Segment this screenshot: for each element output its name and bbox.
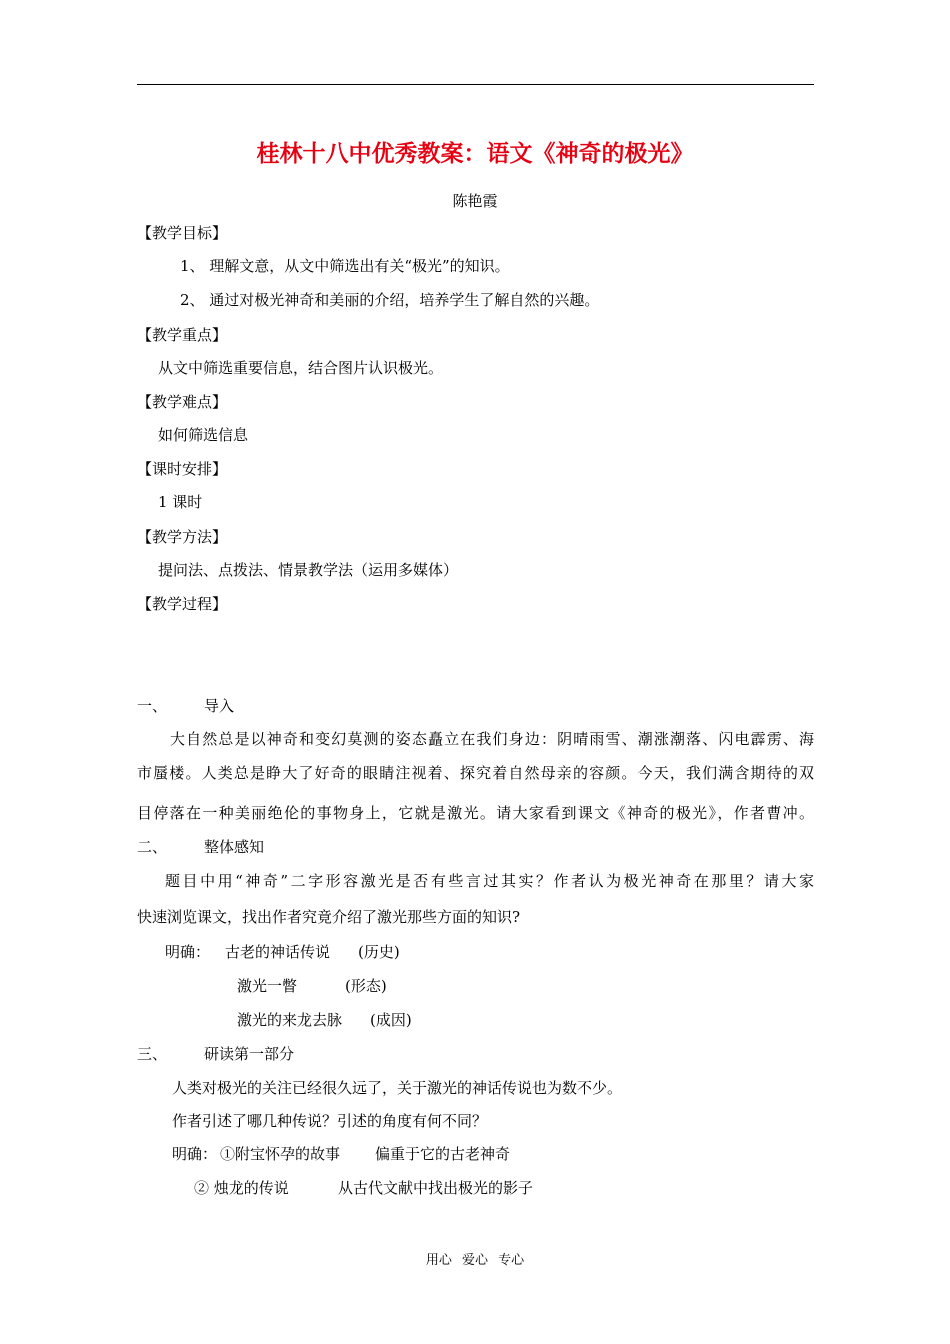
page-footer: 用心 爱心 专心 <box>425 1253 525 1268</box>
section-2-answer-3: 激光的来龙去脉 <box>237 1011 343 1029</box>
section-2-answer-label: 明确： <box>165 943 211 961</box>
goal-item-1: 1、 理解文意，从文中筛选出有关“极光”的知识。 <box>180 257 510 275</box>
section-3-paragraph-line-1: 人类对极光的关注已经很久远了，关于激光的神话传说也为数不少。 <box>172 1079 623 1097</box>
section-3-answer-1-note: 偏重于它的古老神奇 <box>375 1145 511 1163</box>
section-2-paragraph-line-1: 题目中用“神奇”二字形容激光是否有些言过其实？作者认为极光神奇在那里？请大家 <box>165 872 814 890</box>
section-2-answer-3-note: (成因) <box>370 1011 412 1029</box>
section-3-answer-label: 明确： <box>172 1145 218 1163</box>
method-text: 提问法、点拨法、情景教学法（运用多媒体） <box>158 561 459 579</box>
section-3-paragraph-line-2: 作者引述了哪几种传说？引述的角度有何不同？ <box>172 1112 488 1130</box>
section-1-paragraph-line-1: 大自然总是以神奇和变幻莫测的姿态矗立在我们身边：阴晴雨雪、潮涨潮落、闪电霹雳、海 <box>170 730 814 748</box>
section-3-answer-1: ①附宝怀孕的故事 <box>220 1145 341 1163</box>
difficulty-text: 如何筛选信息 <box>158 426 249 444</box>
section-2-title: 整体感知 <box>204 838 265 856</box>
process-heading: 【教学过程】 <box>137 595 228 613</box>
goal-heading: 【教学目标】 <box>137 224 228 242</box>
method-heading: 【教学方法】 <box>137 528 228 546</box>
section-1-number: 一、 <box>137 697 168 715</box>
section-2-number: 二、 <box>137 838 168 856</box>
difficulty-heading: 【教学难点】 <box>137 393 228 411</box>
section-1-paragraph-line-2: 市蜃楼。人类总是睁大了好奇的眼睛注视着、探究着自然母亲的容颜。今天，我们满含期待的双 <box>137 764 814 782</box>
section-1-paragraph-line-3: 目停落在一种美丽绝伦的事物身上，它就是激光。请大家看到课文《神奇的极光》，作者曹冲。 <box>137 804 814 822</box>
document-title: 桂林十八中优秀教案：语文《神奇的极光》 <box>256 140 694 167</box>
section-2-answer-1-note: (历史) <box>358 943 400 961</box>
key-text: 从文中筛选重要信息，结合图片认识极光。 <box>158 359 444 377</box>
schedule-text: 1 课时 <box>158 493 203 511</box>
section-3-number: 三、 <box>137 1045 168 1063</box>
header-rule <box>137 84 814 85</box>
author-name: 陈艳霞 <box>452 192 498 210</box>
section-2-paragraph-line-2: 快速浏览课文，找出作者究竟介绍了激光那些方面的知识? <box>137 908 521 926</box>
key-heading: 【教学重点】 <box>137 326 228 344</box>
section-3-answer-2-note: 从古代文献中找出极光的影子 <box>338 1179 534 1197</box>
section-1-title: 导入 <box>204 697 235 715</box>
section-3-title: 研读第一部分 <box>204 1045 295 1063</box>
section-2-answer-1: 古老的神话传说 <box>225 943 331 961</box>
schedule-heading: 【课时安排】 <box>137 460 228 478</box>
section-2-answer-2-note: (形态) <box>345 977 387 995</box>
section-2-answer-2: 激光一瞥 <box>237 977 298 995</box>
section-3-answer-2: ② 烛龙的传说 <box>194 1179 289 1197</box>
goal-item-2: 2、 通过对极光神奇和美丽的介绍，培养学生了解自然的兴趣。 <box>180 291 600 309</box>
